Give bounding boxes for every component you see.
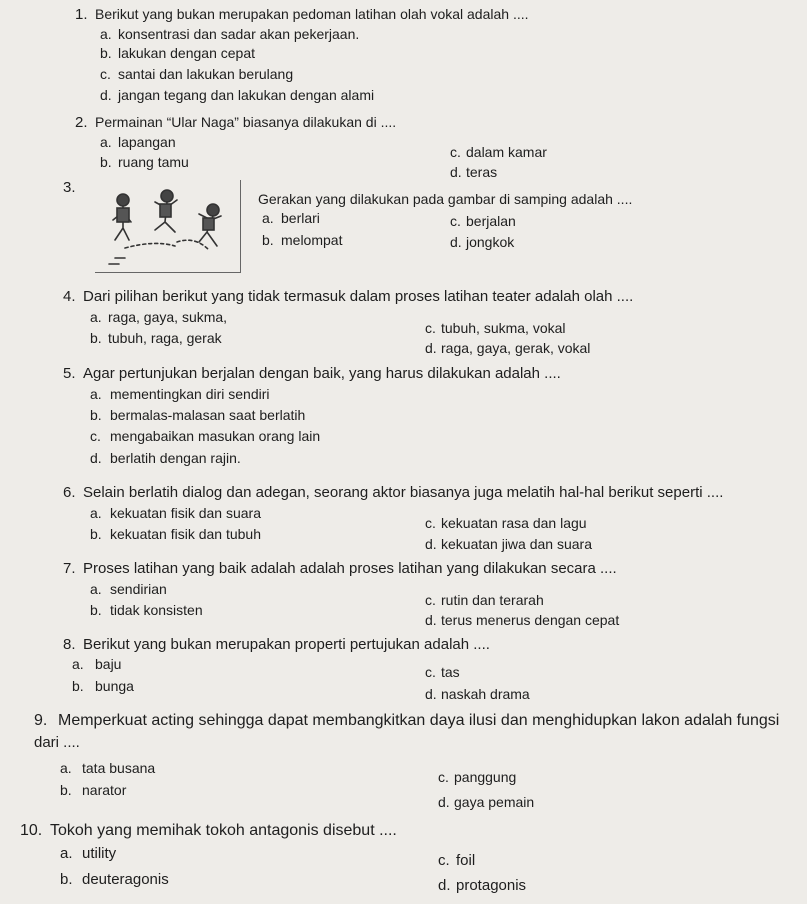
option-7c-text: rutin dan terarah <box>441 592 544 608</box>
option-9d-text: gaya pemain <box>454 794 535 810</box>
option-5d-text: berlatih dengan rajin. <box>110 450 241 466</box>
option-9b-text: narator <box>82 782 127 798</box>
option-5c-text: mengabaikan masukan orang lain <box>110 428 321 444</box>
question-9-text-continued: dari .... <box>34 734 80 751</box>
option-4c-letter: c. <box>425 320 436 336</box>
question-1-text: Berikut yang bukan merupakan pedoman latihan olah vokal adalah .... <box>95 6 529 22</box>
option-5c-letter: c. <box>90 428 101 444</box>
option-1c-text: santai dan lakukan berulang <box>118 66 294 82</box>
option-9a-letter: a. <box>60 760 72 776</box>
option-3d-letter: d. <box>450 234 462 250</box>
question-6-text: Selain berlatih dialog dan adegan, seorang aktor biasanya juga melatih hal-hal berikut seperti .... <box>83 484 724 501</box>
option-4a-text: raga, gaya, sukma, <box>108 309 228 325</box>
option-1a-letter: a. <box>100 26 112 42</box>
option-1c-letter: c. <box>100 66 111 82</box>
option-5b-letter: b. <box>90 407 102 423</box>
option-10c-letter: c. <box>438 852 450 869</box>
option-4d-text: raga, gaya, gerak, vokal <box>441 340 591 356</box>
option-2d-text: teras <box>466 164 498 180</box>
option-8b-letter: b. <box>72 678 84 694</box>
question-3-number: 3. <box>63 179 76 196</box>
option-4a-letter: a. <box>90 309 102 325</box>
option-8d-text: naskah drama <box>441 686 530 702</box>
option-6b-letter: b. <box>90 526 102 542</box>
option-7b-letter: b. <box>90 602 102 618</box>
option-2c-text: dalam kamar <box>466 144 547 160</box>
option-8c-text: tas <box>441 664 460 680</box>
option-6c-text: kekuatan rasa dan lagu <box>441 515 587 531</box>
jumping-children-icon <box>95 180 240 272</box>
question-8-text: Berikut yang bukan merupakan properti pertujukan adalah .... <box>83 636 490 653</box>
option-7b-text: tidak konsisten <box>110 602 203 618</box>
option-7d-letter: d. <box>425 612 437 628</box>
question-10-text: Tokoh yang memihak tokoh antagonis disebut .... <box>50 822 397 839</box>
option-1d-letter: d. <box>100 87 112 103</box>
question-5-text: Agar pertunjukan berjalan dengan baik, yang harus dilakukan adalah .... <box>83 365 561 382</box>
option-3b-text: melompat <box>281 232 343 248</box>
option-1b-text: lakukan dengan cepat <box>118 45 255 61</box>
question-6-number: 6. <box>63 484 76 501</box>
option-3c-letter: c. <box>450 213 461 229</box>
option-10a-letter: a. <box>60 845 73 862</box>
option-5b-text: bermalas-malasan saat berlatih <box>110 407 306 423</box>
option-7a-text: sendirian <box>110 581 167 597</box>
question-1-number: 1. <box>75 6 88 23</box>
option-1a-text: konsentrasi dan sadar akan pekerjaan. <box>118 26 360 42</box>
option-6d-letter: d. <box>425 536 437 552</box>
option-4c-text: tubuh, sukma, vokal <box>441 320 566 336</box>
question-2-number: 2. <box>75 114 88 131</box>
option-8a-letter: a. <box>72 656 84 672</box>
option-10b-text: deuteragonis <box>82 871 169 888</box>
question-4-number: 4. <box>63 288 76 305</box>
jumping-children-illustration <box>95 180 241 273</box>
option-8c-letter: c. <box>425 664 436 680</box>
option-7c-letter: c. <box>425 592 436 608</box>
option-5a-text: mementingkan diri sendiri <box>110 386 270 402</box>
option-4b-letter: b. <box>90 330 102 346</box>
question-5-number: 5. <box>63 365 76 382</box>
option-5a-letter: a. <box>90 386 102 402</box>
option-3a-text: berlari <box>281 210 320 226</box>
option-7d-text: terus menerus dengan cepat <box>441 612 620 628</box>
question-9-number: 9. <box>34 712 48 729</box>
option-9c-letter: c. <box>438 769 449 785</box>
option-3b-letter: b. <box>262 232 274 248</box>
option-10c-text: foil <box>456 852 476 869</box>
option-2d-letter: d. <box>450 164 462 180</box>
question-2-text: Permainan “Ular Naga” biasanya dilakukan di .... <box>95 114 397 130</box>
option-2a-text: lapangan <box>118 134 176 150</box>
option-2c-letter: c. <box>450 144 461 160</box>
question-3-text: Gerakan yang dilakukan pada gambar di samping adalah .... <box>258 191 633 207</box>
question-4-text: Dari pilihan berikut yang tidak termasuk dalam proses latihan teater adalah olah .... <box>83 288 634 305</box>
option-6b-text: kekuatan fisik dan tubuh <box>110 526 261 542</box>
option-10b-letter: b. <box>60 871 73 888</box>
option-1d-text: jangan tegang dan lakukan dengan alami <box>118 87 375 103</box>
option-3d-text: jongkok <box>466 234 515 250</box>
option-2b-letter: b. <box>100 154 112 170</box>
option-1b-letter: b. <box>100 45 112 61</box>
option-9c-text: panggung <box>454 769 517 785</box>
option-10d-letter: d. <box>438 877 451 894</box>
option-10a-text: utility <box>82 845 117 862</box>
question-10-number: 10. <box>20 822 43 839</box>
option-3a-letter: a. <box>262 210 274 226</box>
question-7-number: 7. <box>63 560 76 577</box>
option-4d-letter: d. <box>425 340 437 356</box>
option-6d-text: kekuatan jiwa dan suara <box>441 536 592 552</box>
question-7-text: Proses latihan yang baik adalah adalah proses latihan yang dilakukan secara .... <box>83 560 617 577</box>
option-10d-text: protagonis <box>456 877 527 894</box>
option-8d-letter: d. <box>425 686 437 702</box>
option-2b-text: ruang tamu <box>118 154 189 170</box>
option-9b-letter: b. <box>60 782 72 798</box>
option-9d-letter: d. <box>438 794 450 810</box>
option-6c-letter: c. <box>425 515 436 531</box>
question-9-text: Memperkuat acting sehingga dapat membangkitkan daya ilusi dan menghidupkan lakon adalah fungsi <box>58 712 780 729</box>
option-6a-text: kekuatan fisik dan suara <box>110 505 261 521</box>
option-3c-text: berjalan <box>466 213 516 229</box>
option-5d-letter: d. <box>90 450 102 466</box>
option-2a-letter: a. <box>100 134 112 150</box>
option-7a-letter: a. <box>90 581 102 597</box>
option-8b-text: bunga <box>95 678 134 694</box>
option-4b-text: tubuh, raga, gerak <box>108 330 222 346</box>
option-9a-text: tata busana <box>82 760 156 776</box>
question-8-number: 8. <box>63 636 76 653</box>
option-8a-text: baju <box>95 656 122 672</box>
option-6a-letter: a. <box>90 505 102 521</box>
